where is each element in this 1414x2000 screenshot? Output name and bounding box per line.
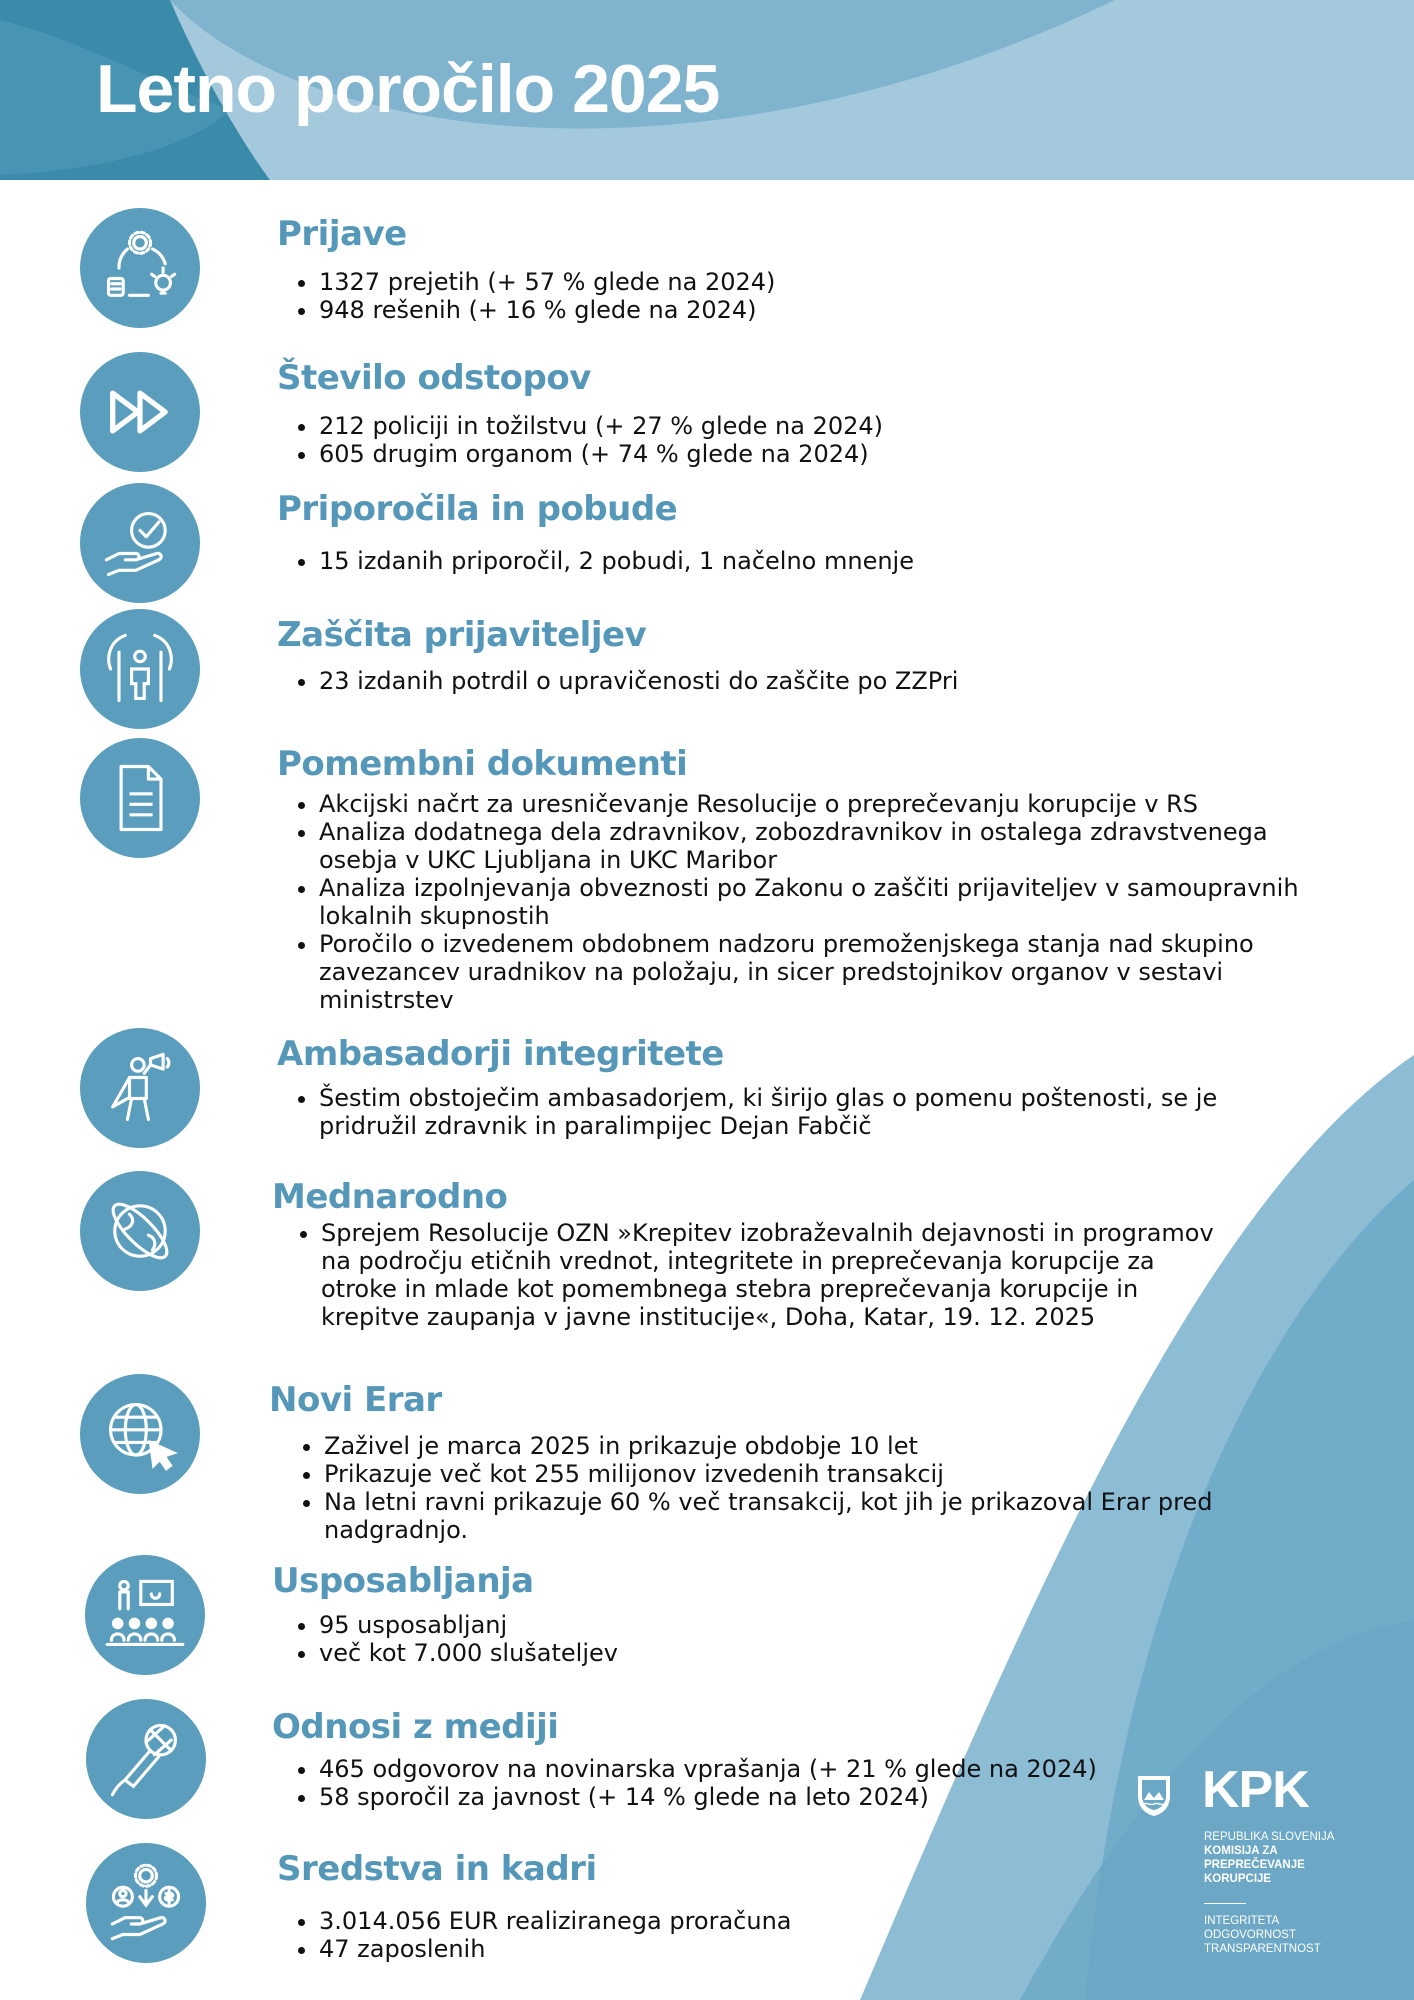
logo-line: KORUPCIJE (1204, 1873, 1272, 1885)
list-item: • 47 zaposlenih (319, 1935, 1319, 1963)
hand-checkmark-icon (80, 483, 200, 603)
list-item: • 23 izdanih potrdil o upravičenosti do zaščite po ZZPri (319, 667, 1319, 695)
list-item: • 212 policiji in tožilstvu (+ 27 % glede na 2024) (319, 412, 1319, 440)
section-heading: Odnosi z mediji (272, 1707, 559, 1747)
item-list (279, 1219, 1221, 1331)
section-heading: Prijave (277, 214, 407, 254)
section-heading: Sredstva in kadri (277, 1849, 597, 1889)
item-list (277, 547, 1319, 575)
item-list (282, 1432, 1224, 1544)
presentation-audience-icon (85, 1555, 205, 1675)
list-item: • Šestim obstoječim ambasadorjem, ki širijo glas o pomenu poštenosti, se je pridružil zdravnik in paralimpijec Dejan Fabčič (319, 1084, 1319, 1140)
resources-hand-icon (86, 1843, 206, 1963)
list-item: • Poročilo o izvedenem obdobnem nadzoru premoženjskega stanja nad skupino zavezancev uradnikov na položaju, in sicer predstojnikov organov v sestavi ministrstev (319, 930, 1319, 1014)
list-item: • Na letni ravni prikazuje 60 % več transakcij, kot jih je prikazoval Erar pred nadgradnjo. (324, 1488, 1224, 1544)
document-icon (80, 738, 200, 858)
microphone-icon (86, 1699, 206, 1819)
list-item: • 95 usposabljanj (319, 1611, 1319, 1639)
page-title: Letno poročilo 2025 (96, 51, 720, 127)
list-item: • 1327 prejetih (+ 57 % glede na 2024) (319, 268, 1319, 296)
logo-name: KPK (1202, 1761, 1309, 1819)
section-heading: Novi Erar (269, 1380, 442, 1420)
item-list (277, 667, 1319, 695)
logo-line: KOMISIJA ZA (1204, 1845, 1278, 1857)
list-item: • Sprejem Resolucije OZN »Krepitev izobraževalnih dejavnosti in programov na področju etičnih vrednot, integritete in preprečevanja korupcije za otroke in mlade kot pomembnega stebra preprečevanja korupcije in krepitve zaupanja v javne institucije«, Doha, Katar, 19. 12. 2025 (321, 1219, 1221, 1331)
section-heading: Priporočila in pobude (277, 489, 678, 529)
logo-tagline: TRANSPARENTNOST (1204, 1943, 1321, 1955)
list-item: • Analiza dodatnega dela zdravnikov, zobozdravnikov in ostalega zdravstvenega osebja v UKC Ljubljana in UKC Maribor (319, 818, 1319, 874)
list-item: • več kot 7.000 slušateljev (319, 1639, 1319, 1667)
list-item: • 15 izdanih priporočil, 2 pobudi, 1 načelno mnenje (319, 547, 1319, 575)
logo-line: PREPREČEVANJE (1204, 1859, 1305, 1871)
list-item: • 605 drugim organom (+ 74 % glede na 2024) (319, 440, 1319, 468)
section-heading: Zaščita prijaviteljev (277, 615, 647, 655)
item-list (277, 1084, 1319, 1140)
fast-forward-icon (80, 352, 200, 472)
item-list (277, 1611, 1319, 1667)
item-list (277, 1907, 1319, 1963)
item-list (277, 412, 1319, 468)
section-heading: Število odstopov (277, 358, 591, 398)
globe-cursor-icon (80, 1374, 200, 1494)
logo-divider (1204, 1903, 1246, 1904)
list-item: • Zaživel je marca 2025 in prikazuje obdobje 10 let (324, 1432, 1224, 1460)
megaphone-hero-icon (80, 1028, 200, 1148)
logo-tagline: ODGOVORNOST (1204, 1929, 1297, 1941)
list-item: • 3.014.056 EUR realiziranega proračuna (319, 1907, 1319, 1935)
protected-person-icon (80, 609, 200, 729)
globe-orbit-icon (80, 1171, 200, 1291)
item-list (277, 790, 1319, 1014)
item-list (277, 268, 1319, 324)
section-heading: Pomembni dokumenti (277, 744, 688, 784)
section-heading: Mednarodno (272, 1177, 508, 1217)
logo-tagline: INTEGRITETA (1204, 1915, 1280, 1927)
coat-of-arms-icon (1136, 1774, 1172, 1818)
logo-line: REPUBLIKA SLOVENIJA (1204, 1831, 1335, 1843)
process-cycle-icon (80, 208, 200, 328)
section-heading: Ambasadorji integritete (277, 1034, 724, 1074)
list-item: • 465 odgovorov na novinarska vprašanja (+ 21 % glede na 2024) (319, 1755, 1319, 1783)
list-item: • Analiza izpolnjevanja obveznosti po Zakonu o zaščiti prijaviteljev v samoupravnih lokalnih skupnostih (319, 874, 1319, 930)
list-item: • Akcijski načrt za uresničevanje Resolucije o preprečevanju korupcije v RS (319, 790, 1319, 818)
list-item: • 58 sporočil za javnost (+ 14 % glede na leto 2024) (319, 1783, 1319, 1811)
section-heading: Usposabljanja (272, 1561, 534, 1601)
list-item: • 948 rešenih (+ 16 % glede na 2024) (319, 296, 1319, 324)
list-item: • Prikazuje več kot 255 milijonov izvedenih transakcij (324, 1460, 1224, 1488)
